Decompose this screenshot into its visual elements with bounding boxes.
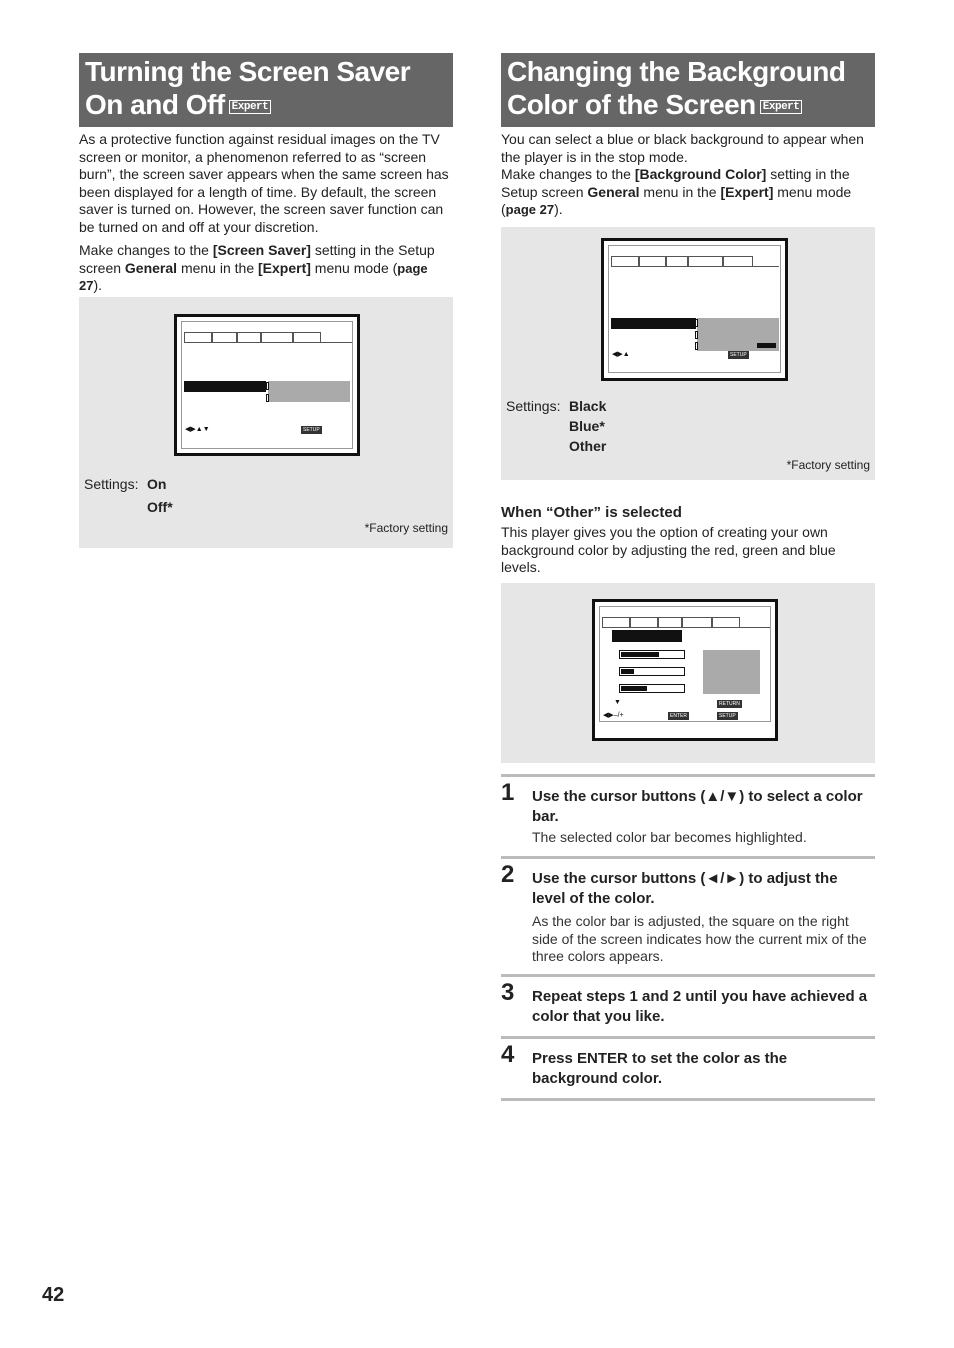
text-run: menu mode ( <box>310 259 398 276</box>
text-run: menu in the <box>639 183 721 200</box>
subheading-other: When “Other” is selected <box>501 503 682 521</box>
setting-option: Blue* <box>569 417 605 434</box>
menu-tab <box>212 332 237 342</box>
setup-button-icon: SETUP <box>719 712 736 719</box>
menu-tab-active <box>723 256 753 266</box>
text-run: ). <box>554 201 563 217</box>
menu-tabs <box>611 256 779 267</box>
step-number: 3 <box>501 979 515 1006</box>
expert-badge: Expert <box>760 100 803 114</box>
setting-option: On <box>147 475 167 492</box>
setting-option: Off* <box>147 498 173 515</box>
red-level-fill <box>621 652 659 657</box>
menu-tab <box>639 256 666 266</box>
text-run: menu in the <box>177 259 258 276</box>
instruction-paragraph <box>79 242 453 295</box>
setting-option: Other <box>569 437 607 454</box>
page-reference: page 27 <box>79 260 428 293</box>
tv-screen-illustration <box>592 599 778 741</box>
selected-option-indicator <box>757 343 776 348</box>
screen-illustration-panel <box>501 227 875 480</box>
option-marker <box>695 342 698 350</box>
setting-name: [Background Color] <box>634 166 767 182</box>
text-run: ). <box>93 277 103 293</box>
step-item <box>501 774 875 857</box>
green-level-fill <box>621 669 634 674</box>
text-run: menu mode ( <box>501 183 852 217</box>
step-number: 4 <box>501 1041 515 1068</box>
cursor-nav-icon: ◀▶▲▼ <box>185 425 210 433</box>
menu-tabs <box>602 617 770 628</box>
enter-button-icon: ENTER <box>670 712 687 719</box>
settings-label: Settings: <box>84 475 139 492</box>
step-heading: Repeat steps 1 and 2 until you have achieved a color that you like. <box>532 988 868 1025</box>
option-marker <box>695 331 698 339</box>
setup-button-icon: SETUP <box>303 426 320 433</box>
page-number: 42 <box>42 1284 65 1306</box>
menu-tab-active <box>712 617 740 627</box>
setting-name: [Screen Saver] <box>212 242 311 258</box>
color-preview-swatch <box>703 650 760 694</box>
color-setting-title <box>612 630 682 642</box>
steps-end-rule <box>501 1098 875 1101</box>
option-marker <box>695 319 698 327</box>
section-title-text: Changing the Background Color of the Screen <box>507 56 846 120</box>
menu-tab <box>184 332 212 342</box>
section-title <box>501 53 875 127</box>
factory-setting-note: *Factory setting <box>364 520 448 535</box>
return-button-icon: RETURN <box>719 700 740 707</box>
red-level-bar <box>619 650 685 659</box>
menu-tab <box>611 256 639 266</box>
menu-tab <box>261 332 293 342</box>
down-cursor-icon: ▼ <box>614 698 621 706</box>
mode-name: [Expert] <box>258 259 311 276</box>
intro-paragraph: You can select a blue or black background to appear when the player is in the stop mode. <box>501 131 864 165</box>
option-marker <box>266 382 269 390</box>
tv-screen-illustration <box>601 238 788 381</box>
text-run: setting in the Setup screen <box>501 166 850 200</box>
factory-setting-note: *Factory setting <box>786 457 870 472</box>
expert-badge: Expert <box>229 100 272 114</box>
background-color-section <box>501 53 875 763</box>
screen-illustration-panel <box>79 297 453 548</box>
step-item <box>501 974 875 1037</box>
page-reference: page 27 <box>505 202 555 217</box>
other-paragraph: This player gives you the option of creating your own background color by adjusting the red, green and blue levels. <box>501 524 836 575</box>
text-run: Make changes to the <box>79 242 213 258</box>
instruction-paragraph <box>501 166 875 219</box>
menu-tabs <box>184 332 352 343</box>
menu-tab <box>602 617 630 627</box>
color-adjust-illustration-panel <box>501 583 875 763</box>
setup-button-icon: SETUP <box>730 351 747 358</box>
mode-name: [Expert] <box>720 183 774 200</box>
step-number: 1 <box>501 779 515 806</box>
menu-tab <box>658 617 682 627</box>
step-heading: Use the cursor buttons (◄/►) to adjust the level of the color. <box>532 870 838 907</box>
step-heading: Press ENTER to set the color as the background color. <box>532 1050 788 1087</box>
highlighted-setting-row <box>184 381 266 392</box>
menu-tab <box>688 256 723 266</box>
text-run: Make changes to the <box>501 166 635 182</box>
settings-label: Settings: <box>506 397 561 414</box>
menu-name: General <box>124 259 178 276</box>
step-item <box>501 1036 875 1099</box>
blue-level-bar <box>619 684 685 693</box>
text-run: setting in the Setup screen <box>79 242 435 276</box>
section-title <box>79 53 453 127</box>
menu-tab-active <box>293 332 321 342</box>
green-level-bar <box>619 667 685 676</box>
blue-level-fill <box>621 686 647 691</box>
step-heading: Use the cursor buttons (▲/▼) to select a color bar. <box>532 788 863 825</box>
step-description: The selected color bar becomes highlighted. <box>532 829 807 845</box>
cursor-adjust-icon: ◀▶–/+ <box>603 711 624 719</box>
step-item <box>501 856 875 975</box>
option-marker <box>266 394 269 402</box>
cursor-nav-icon: ◀▶▲ <box>612 350 630 358</box>
screen-saver-section <box>79 53 453 548</box>
menu-tab <box>682 617 712 627</box>
tv-screen-illustration <box>174 314 360 456</box>
step-description: As the color bar is adjusted, the square on the right side of the screen indicates how the current mix of the three colors appears. <box>532 913 867 964</box>
menu-name: General <box>587 183 640 200</box>
menu-tab <box>666 256 688 266</box>
options-panel <box>268 381 350 402</box>
highlighted-setting-row <box>611 318 696 329</box>
step-number: 2 <box>501 861 515 888</box>
menu-tab <box>237 332 261 342</box>
menu-tab <box>630 617 658 627</box>
intro-paragraph: As a protective function against residual images on the TV screen or monitor, a phenomenon referred to as “screen burn”, the screen saver appears when the same screen has been displayed for a length of time. By default, the screen saver is turned on. However, the screen saver function can be turned on and off at your discretion. <box>79 131 449 235</box>
setting-option: Black <box>569 397 607 414</box>
section-title-text: Turning the Screen Saver On and Off <box>85 56 411 120</box>
